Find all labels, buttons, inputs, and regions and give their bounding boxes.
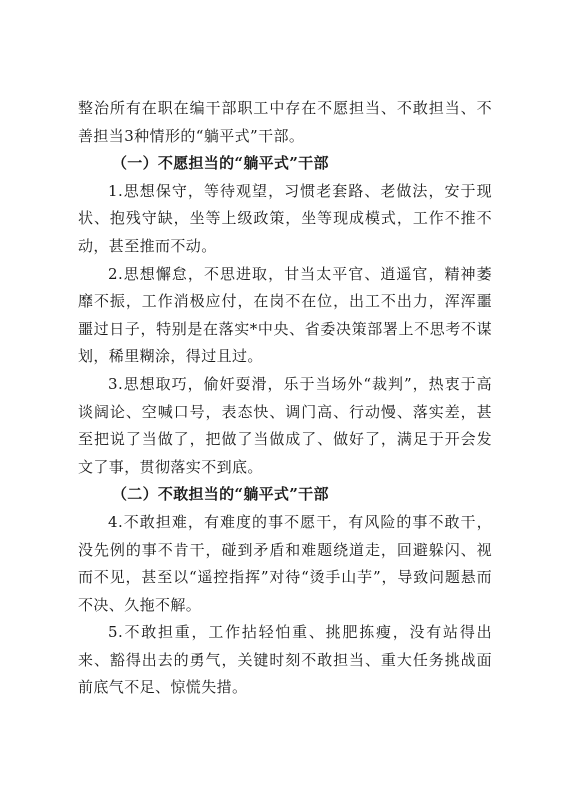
intro-paragraph: 整治所有在职在编干部职工中存在不愿担当、不敢担当、不善担当3种情形的“躺平式”干部。 xyxy=(78,99,492,145)
list-item-2: 2.思想懈怠，不思进取，甘当太平官、逍遥官，精神萎靡不振，工作消极应付，在岗不在位，出工不出力，浑浑噩噩过日子，特别是在落实*中央、省委决策部署上不思考不谋划，稀里糊涂，得过且过。 xyxy=(78,264,492,366)
list-item-5: 5.不敢担重，工作拈轻怕重、挑肥拣瘦，没有站得出来、豁得出去的勇气，关键时刻不敢担当、重大任务挑战面前底气不足、惊慌失措。 xyxy=(78,623,492,697)
list-item-3: 3.思想取巧，偷奸耍滑，乐于当场外“裁判”，热衷于高谈阔论、空喊口号，表态快、调门高、行动慢、落实差，甚至把说了当做了，把做了当做成了、做好了，满足于开会发文了事，贯彻落实不到底。 xyxy=(78,374,492,476)
list-item-4: 4.不敢担难，有难度的事不愿干，有风险的事不敢干，没先例的事不肯干，碰到矛盾和难题绕道走，回避躲闪、视而不见，甚至以“遥控指挥”对待“烫手山芋”，导致问题悬而不决、久拖不解。 xyxy=(78,512,492,614)
list-item-1: 1.思想保守，等待观望，习惯老套路、老做法，安于现状、抱残守缺，坐等上级政策，坐等现成模式，工作不推不动，甚至推而不动。 xyxy=(78,181,492,255)
section-heading-2: （二）不敢担当的“躺平式”干部 xyxy=(112,485,329,504)
section-heading-1: （一）不愿担当的“躺平式”干部 xyxy=(112,154,329,173)
